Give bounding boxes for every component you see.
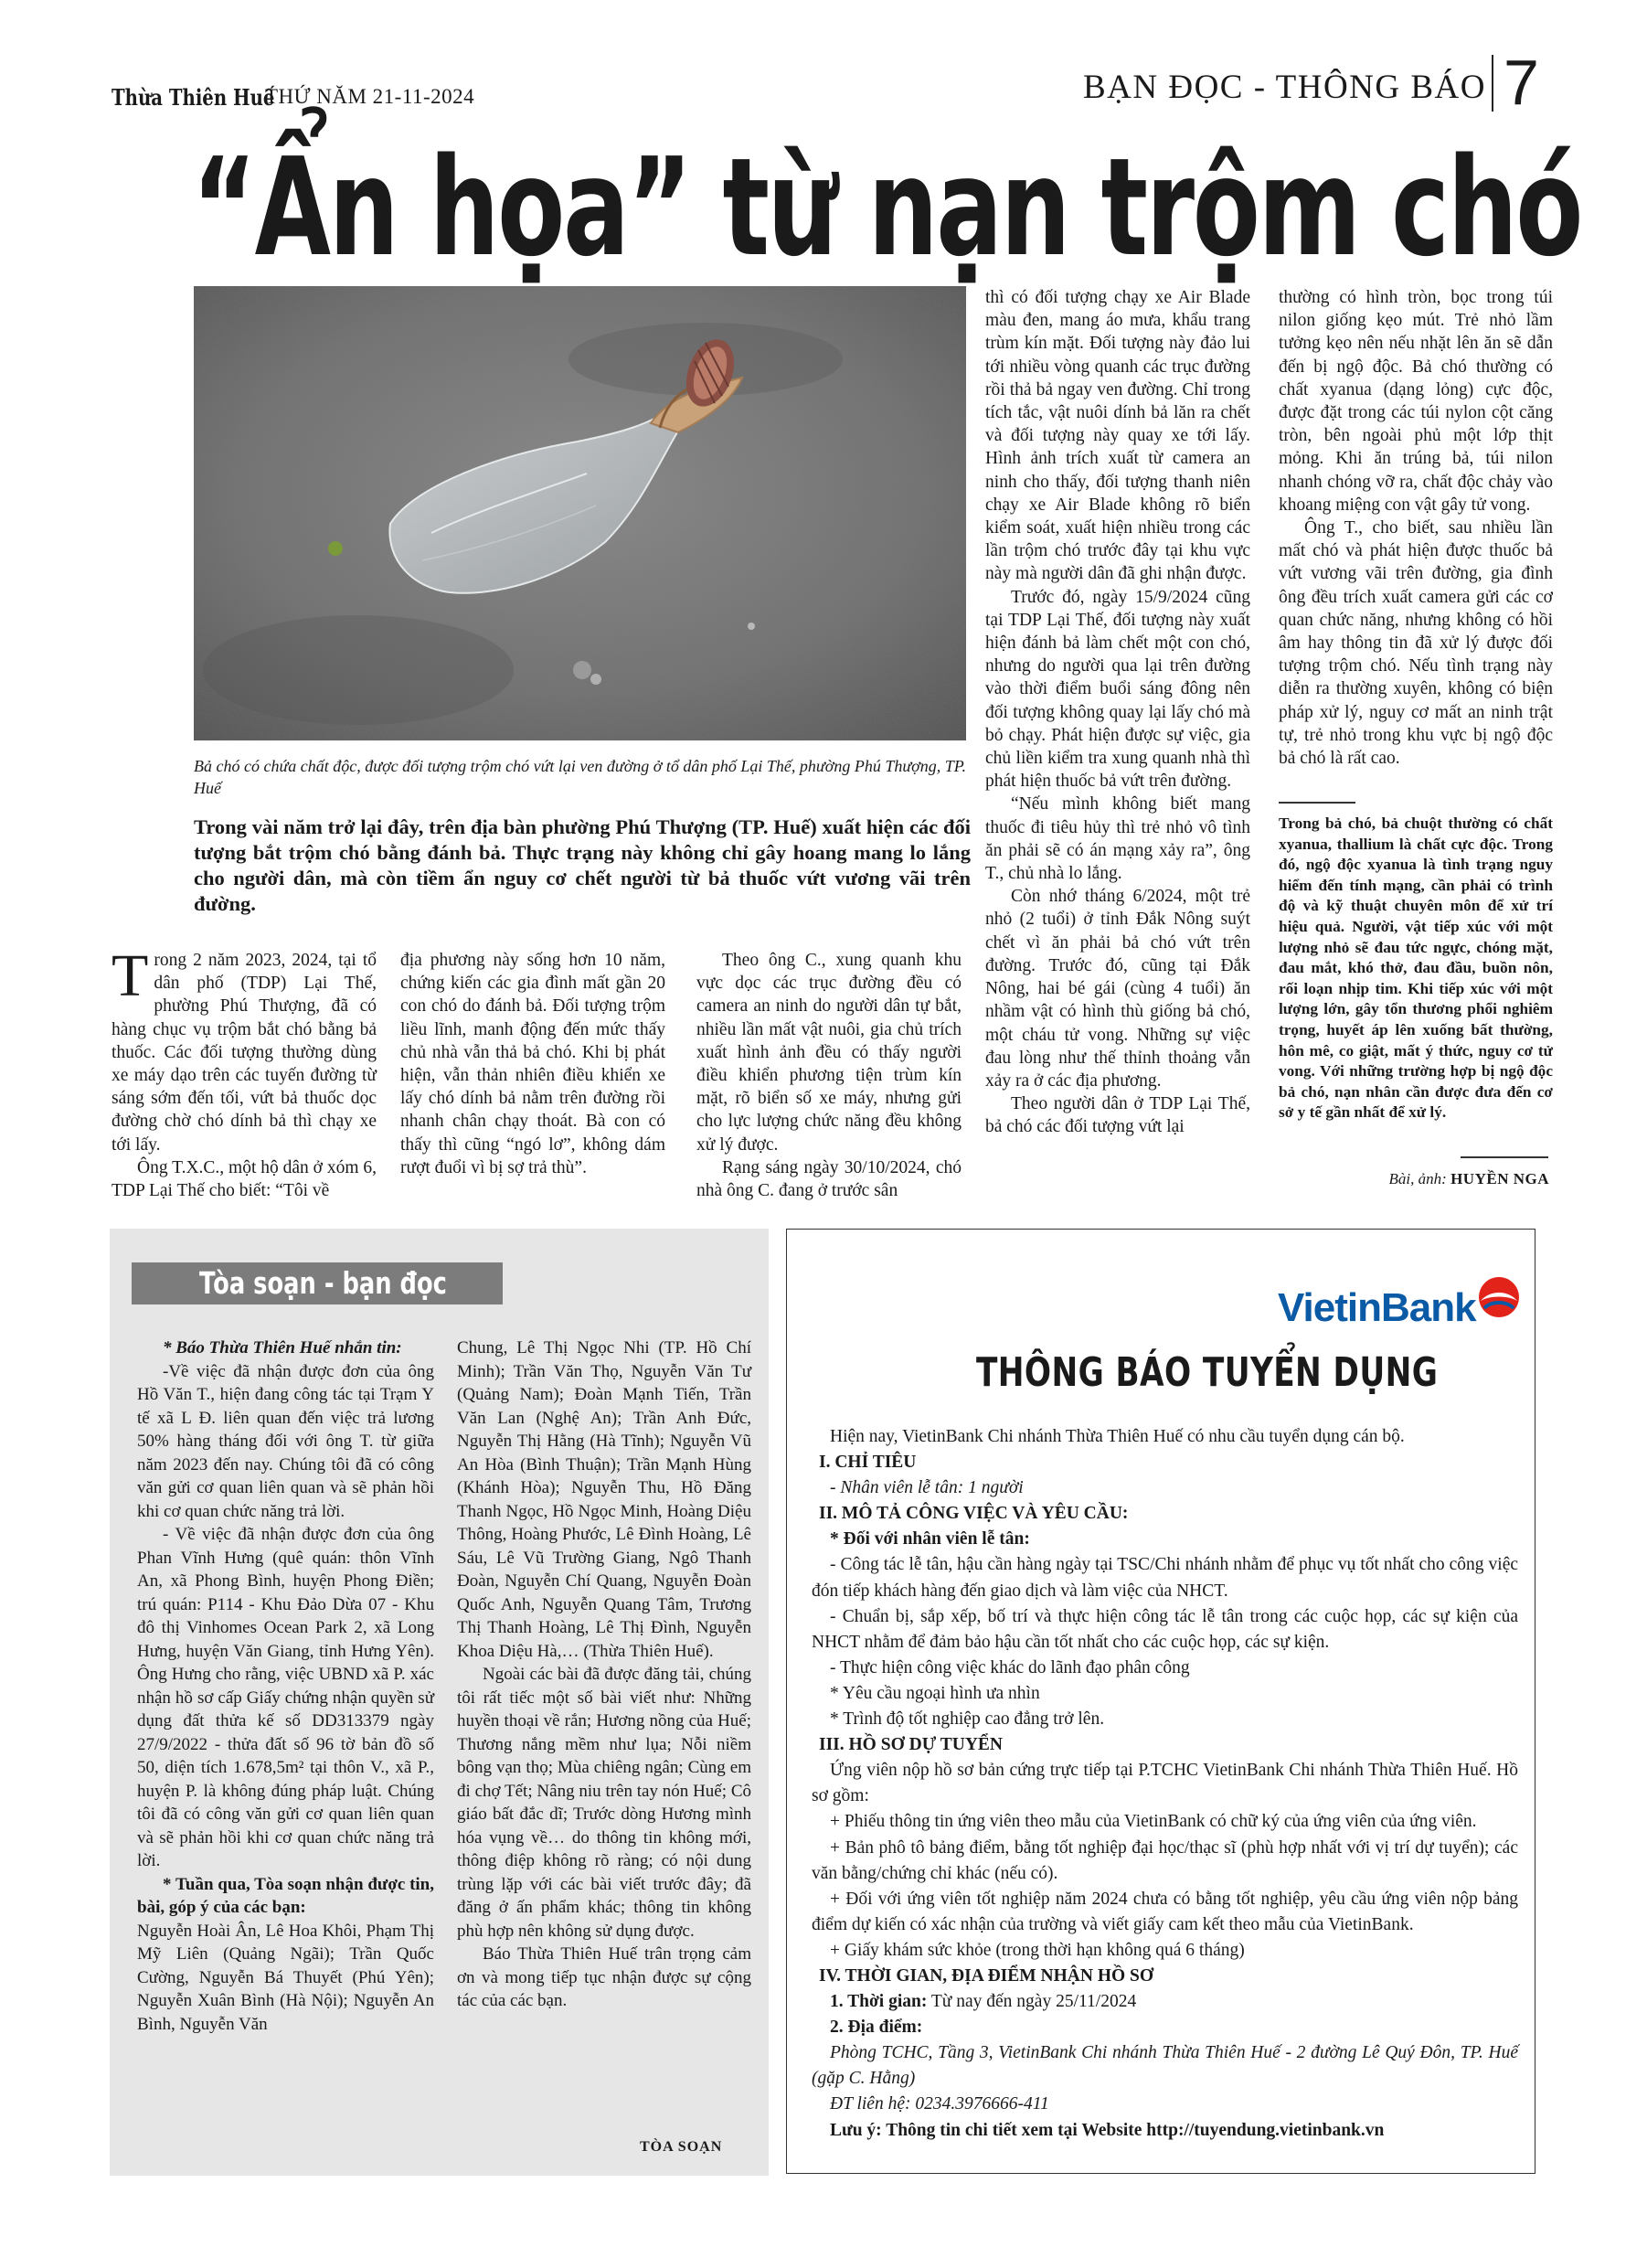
brand-wordmark: VietinBank — [1278, 1285, 1476, 1330]
ad-line-value: Từ nay đến ngày 25/11/2024 — [927, 1992, 1137, 2012]
ad-line-label: 1. Thời gian: — [830, 1992, 928, 2012]
paragraph: Ông T.X.C., một hộ dân ở xóm 6, TDP Lại Thế cho biết: “Tôi về — [112, 1157, 377, 1201]
reader-box-title: Tòa soạn - bạn đọc — [199, 1265, 447, 1301]
ad-line: + Đối với ứng viên tốt nghiệp năm 2024 chưa có bằng tốt nghiệp, yêu cầu ứng viên nộp bảng điểm dự kiến có xác nhận của trường và viết giấy cam kết theo mẫu của VietinBank. — [812, 1889, 1518, 1934]
vietinbank-logo-icon — [1278, 1273, 1525, 1337]
paragraph: Theo người dân ở TDP Lại Thế, bả chó các đối tượng vứt lại — [985, 1094, 1250, 1137]
health-sidebar: Trong bả chó, bả chuột thường có chất xyanua, thallium là chất cực độc. Trong đó, ngộ độc xyanua là tình trạng nguy hiểm đến tính mạng, cần phải có trình độ và kỹ thuật chuyên môn để xử trí hiệu quả. Người, vật tiếp xúc với một lượng nhỏ sẽ đau tức ngực, chóng mặt, đau mắt, khó thở, đau đầu, buồn nôn, rối loạn nhịp tim. Khi tiếp xúc với một lượng lớn, gây tổn thương phổi nghiêm trọng, huyết áp lên xuống bất thường, hôn mê, co giật, mất ý thức, nguy cơ tử vong. Với những trường hợp bị ngộ độc bả chó, nạn nhân cần được đưa đến cơ sở y tế gần nhất để xử lý. — [1279, 815, 1553, 1122]
ad-line: I. CHỈ TIÊU — [819, 1453, 917, 1473]
paragraph: Ông T., cho biết, sau nhiều lần mất chó và phát hiện được thuốc bả vứt vương vãi trên đường, gia đình ông đều trích xuất camera gửi các cơ quan chức năng, nhưng không có hồi âm hay thông tin đã xử lý được đối tượng trộm chó. Nếu tình trạng này diễn ra thường xuyên, không có biện pháp xử lý, nguy cơ mất an ninh trật tự, trẻ nhỏ trong khu vực bị ngộ độc bả chó là rất cao. — [1279, 518, 1553, 769]
ad-line: Hiện nay, VietinBank Chi nhánh Thừa Thiên Huế có nhu cầu tuyển dụng cán bộ. — [830, 1427, 1405, 1446]
ad-body — [812, 1424, 1518, 2144]
ad-line: * Trình độ tốt nghiệp cao đẳng trở lên. — [830, 1709, 1105, 1730]
ad-line — [812, 1989, 1518, 2015]
article-column-2 — [400, 949, 665, 1179]
reader-column-2 — [457, 1336, 751, 2013]
ad-line: * Yêu cầu ngoại hình ưa nhìn — [830, 1683, 1040, 1703]
article-column-1 — [112, 942, 377, 1202]
reader-paragraph: Báo Thừa Thiên Huế trân trọng cảm ơn và mong tiếp tục nhận được sự cộng tác của các bạn. — [457, 1944, 751, 2010]
reader-paragraph: Chung, Lê Thị Ngọc Nhi (TP. Hồ Chí Minh); Trần Văn Thọ, Nguyễn Văn Tư (Quảng Nam); Đoàn Mạnh Tiến, Trần Văn Lan (Nghệ An); Trần Anh Đức, Nguyễn Thị Hằng (Hà Tĩnh); Nguyễn Vũ An Hòa (Bình Thuận); Trần Mạnh Hùng (Khánh Hòa); Nguyễn Thu, Hồ Đăng Thanh Ngọc, Hồ Ngọc Minh, Hoàng Diệu Thông, Hoàng Phước, Lê Đình Hoàng, Lê Sáu, Lê Vũ Trường Giang, Ngô Thanh Đoàn, Nguyễn Chí Quang, Nguyễn Đoàn Quốc Anh, Nguyễn Quang Tâm, Trương Thị Thanh Hoàng, Lê Thị Đình, Nguyễn Khoa Diệu Hà,… (Thừa Thiên Huế). — [457, 1338, 751, 1661]
ad-line: III. HỒ SƠ DỰ TUYỂN — [819, 1735, 1003, 1755]
ad-line: - Thực hiện công việc khác do lãnh đạo phân công — [830, 1657, 1190, 1677]
paragraph: địa phương này sống hơn 10 năm, chứng kiến các gia đình mất gần 20 con chó do đánh bả. Đối tượng trộm liều lĩnh, manh động đến mức thấy chủ nhà vẫn thả bả chó. Khi bị phát hiện, vẫn thản nhiên điều khiển xe lấy chó dính bả nằm trên đường rồi nhanh chân chạy thoát. Bà con có thấy thì cũng “ngó lơ”, không dám rượt đuổi vì bị sợ trả thù”. — [400, 951, 665, 1177]
byline — [1280, 1170, 1549, 1188]
ad-line: 2. Địa điểm: — [830, 2018, 923, 2038]
reader-paragraph: Nguyễn Hoài Ân, Lê Hoa Khôi, Phạm Thị Mỹ Liên (Quảng Ngãi); Trần Quốc Cường, Nguyễn Bá Thuyết (Phú Yên); Nguyễn Xuân Bình (Hà Nội); Nguyễn An Bình, Nguyễn Văn — [137, 1921, 434, 2034]
paragraph: “Nếu mình không biết mang thuốc đi tiêu hủy thì trẻ nhỏ vô tình ăn phải sẽ có án mạng xảy ra”, ông T., chủ nhà lo lắng. — [985, 794, 1250, 884]
masthead: Thừa Thiên Huế — [112, 84, 275, 111]
reader-heading: * Báo Thừa Thiên Huế nhắn tin: — [163, 1338, 402, 1358]
reader-signature: TÒA SOẠN — [640, 2139, 723, 2155]
article-column-3 — [696, 949, 962, 1202]
paragraph: rong 2 năm 2023, 2024, tại tổ dân phố (TDP) Lại Thế, phường Phú Thượng, đã có hàng chục vụ trộm bắt chó bằng bả thuốc. Các đối tượng thường dùng xe máy dạo trên các tuyến đường từ sáng sớm đến tối, vứt bả thuốc dọc đường chờ chó dính bả thì chạy xe tới lấy. — [112, 951, 377, 1155]
ad-line: + Bản phô tô bảng điểm, bằng tốt nghiệp đại học/thạc sĩ (phù hợp nhất với vị trí dự tuyển); các văn bằng/chứng chỉ khác (nếu có). — [812, 1837, 1518, 1883]
vietinbank-logo — [1278, 1273, 1525, 1337]
page-number: 7 — [1504, 47, 1539, 118]
paragraph: thường có hình tròn, bọc trong túi nilon giống kẹo mút. Trẻ nhỏ lầm tưởng kẹo nên nếu nhặt lên ăn sẽ dẫn đến bị ngộ độc. Bả chó thường có chất xyanua (dạng lỏng) cực độc, được đặt trong các túi nylon cột căng tròn, bên ngoài phủ một lớp thịt mỏng. Khi ăn trúng bả, túi nilon nhanh chóng vỡ ra, chất độc chảy vào khoang miệng con vật gây tử vong. — [1279, 288, 1553, 515]
reader-paragraph: -Về việc đã nhận được đơn của ông Hồ Văn T., hiện đang công tác tại Trạm Y tế xã L Đ. liên quan đến việc trả lương 50% hàng tháng đối với ông T. từ giữa năm 2023 đến nay. Chúng tôi đã có công văn gửi cơ quan liên quan và sẽ phản hồi khi cơ quan chức năng trả lời. — [137, 1361, 434, 1521]
paragraph: Còn nhớ tháng 6/2024, một trẻ nhỏ (2 tuổi) ở tỉnh Đắk Nông suýt chết vì ăn phải bả chó vứt trên đường. Trước đó, cũng tại Đắk Nông, hai bé gái (cùng 4 tuổi) ăn nhầm vật có hình thù giống bả chó, một cháu tử vong. Những sự việc đau lòng như thế thỉnh thoảng vẫn xảy ra ở các địa phương. — [985, 887, 1250, 1091]
article-column-4 — [985, 286, 1250, 1139]
issue-date: THỨ NĂM 21-11-2024 — [265, 85, 475, 108]
reader-paragraph: - Về việc đã nhận được đơn của ông Phan Vĩnh Hưng (quê quán: thôn Vĩnh An, xã Phong Bình, huyện Phong Điền; trú quán: P114 - Khu Đảo Dừa 07 - Khu đô thị Vinhomes Ocean Park 2, xã Long Hưng, huyện Văn Giang, tỉnh Hưng Yên). Ông Hưng cho rằng, việc UBND xã P. xác nhận hồ sơ cấp Giấy chứng nhận quyền sử dụng đất thửa kế số DD313379 ngày 27/9/2022 - thửa đất số 96 tờ bản đồ số 50, diện tích 1.678,5m² tại thôn V., xã P., huyện P. là không đúng pháp luật. Chúng tôi đã có công văn gửi cơ quan liên quan và sẽ phản hồi khi cơ quan chức năng trả lời. — [137, 1525, 434, 1870]
ad-line: IV. THỜI GIAN, ĐỊA ĐIỂM NHẬN HỒ SƠ — [819, 1965, 1154, 1986]
byline-rule — [1461, 1156, 1548, 1158]
sidebar-rule — [1279, 802, 1355, 804]
article-photo — [194, 286, 966, 740]
section-title: BẠN ĐỌC - THÔNG BÁO — [1083, 69, 1486, 106]
photo-caption: Bả chó có chứa chất độc, được đối tượng trộm chó vứt lại ven đường ở tổ dân phố Lại Thế, phường Phú Thượng, TP. Huế — [194, 757, 966, 797]
ad-line: + Phiếu thông tin ứng viên theo mẫu của VietinBank có chữ ký của ứng viên của ứng viên. — [830, 1812, 1477, 1832]
headline: “Ẩn họa” từ nạn trộm chó — [192, 129, 1582, 286]
paragraph: Theo ông C., xung quanh khu vực dọc các trục đường đều có camera an ninh do người dân tự bắt, nhiều lần mất vật nuôi, gia chủ trích xuất hình ảnh đều có thấy người điều khiển phương tiện trùm kín mặt, rõ biển số xe máy, nhưng gửi cho lực lượng chức năng đều không xử lý được. — [696, 951, 962, 1155]
paragraph: Trước đó, ngày 15/9/2024 cũng tại TDP Lại Thế, đối tượng này xuất hiện đánh bả làm chết một con chó, nhưng do người qua lại trên đường vào thời điểm buổi sáng đông nên đối tượng không quay lại lấy chó mà bỏ chạy. Phát hiện được sự việc, gia chủ liền kiểm tra xung quanh nhà thì phát hiện thuốc bả vứt trên đường. — [985, 587, 1250, 792]
reader-paragraph: Ngoài các bài đã được đăng tải, chúng tôi rất tiếc một số bài viết như: Những huyền thoại về rắn; Hương nồng của Huế; Thương nắng mềm như lụa; Nỗi niềm bông vạn thọ; Mùa chiêng ngân; Cùng em đi chợ Tết; Nâng niu trên tay nón Huế; Cô giáo bất đắc dĩ; Trước dòng Hương mình hóa vụng về… do thông tin không mới, thông điệp không rõ ràng; có nội dung trùng lặp với các bài viết trước đây; đã đăng ở ấn phẩm khác; thông tin không phù hợp nên không sử dụng được. — [457, 1665, 751, 1941]
ad-line: * Đối với nhân viên lễ tân: — [830, 1529, 1030, 1549]
article-lead: Trong vài năm trở lại đây, trên địa bàn phường Phú Thượng (TP. Huế) xuất hiện các đối tượng bắt trộm chó bằng đánh bả. Thực trạng này không chỉ gây hoang mang lo lắng cho người dân, mà còn tiềm ẩn nguy cơ chết người từ bả thuốc vứt vương vãi trên đường. — [194, 815, 971, 915]
ad-line: Lưu ý: Thông tin chi tiết xem tại Website http://tuyendung.vietinbank.vn — [830, 2120, 1385, 2140]
ad-line: - Chuẩn bị, sắp xếp, bố trí và thực hiện công tác lễ tân trong các cuộc họp, các sự kiện của NHCT nhằm để đảm bảo hậu cần tốt nhất cho các cuộc họp, các sự kiện. — [812, 1606, 1518, 1652]
drop-cap: T — [112, 942, 149, 1009]
ad-line: Phòng TCHC, Tầng 3, VietinBank Chi nhánh Thừa Thiên Huế - 2 đường Lê Quý Đôn, TP. Huế (gặp C. Hằng) — [812, 2043, 1518, 2089]
reader-heading: * Tuần qua, Tòa soạn nhận được tin, bài, góp ý của các bạn: — [137, 1874, 434, 1917]
ad-line: II. MÔ TẢ CÔNG VIỆC VÀ YÊU CẦU: — [819, 1504, 1129, 1524]
reader-column-1 — [137, 1336, 434, 2036]
paragraph: thì có đối tượng chạy xe Air Blade màu đen, mang áo mưa, khẩu trang trùm kín mặt. Đối tượng này đảo lui tới nhiều vòng quanh các trục đường rồi thả bả ngay ven đường. Chỉ trong tích tắc, vật nuôi dính bả lăn ra chết và đối tượng này quay xe tới lấy. Hình ảnh trích xuất từ camera an ninh cho thấy, đối tượng thanh niên chạy xe Air Blade không rõ biển kiểm soát, xuất hiện nhiều trong các lần trộm chó trước đây tại khu vực này mà người dân đã ghi nhận được. — [985, 288, 1250, 584]
ad-line: ĐT liên hệ: 0234.3976666-411 — [830, 2094, 1049, 2114]
article-column-5 — [1279, 286, 1553, 770]
ad-line: + Giấy khám sức khỏe (trong thời hạn không quá 6 tháng) — [830, 1940, 1245, 1960]
ad-line: Ứng viên nộp hồ sơ bản cứng trực tiếp tại P.TCHC VietinBank Chi nhánh Thừa Thiên Huế. Hồ sơ gồm: — [812, 1761, 1518, 1806]
section-separator — [1492, 55, 1493, 112]
ad-line: - Nhân viên lễ tân: 1 người — [830, 1478, 1024, 1498]
dog-bait-photo — [194, 286, 966, 740]
byline-prefix: Bài, ảnh: — [1388, 1170, 1447, 1187]
ad-line: - Công tác lễ tân, hậu cần hàng ngày tại TSC/Chi nhánh nhằm để phục vụ tốt nhất cho công việc đón tiếp khách hàng đến giao dịch và làm việc của NHCT. — [812, 1555, 1518, 1601]
paragraph: Rạng sáng ngày 30/10/2024, chó nhà ông C. đang ở trước sân — [696, 1157, 962, 1201]
byline-author: HUYỀN NGA — [1450, 1170, 1549, 1187]
ad-title: THÔNG BÁO TUYỂN DỤNG — [976, 1349, 1439, 1396]
